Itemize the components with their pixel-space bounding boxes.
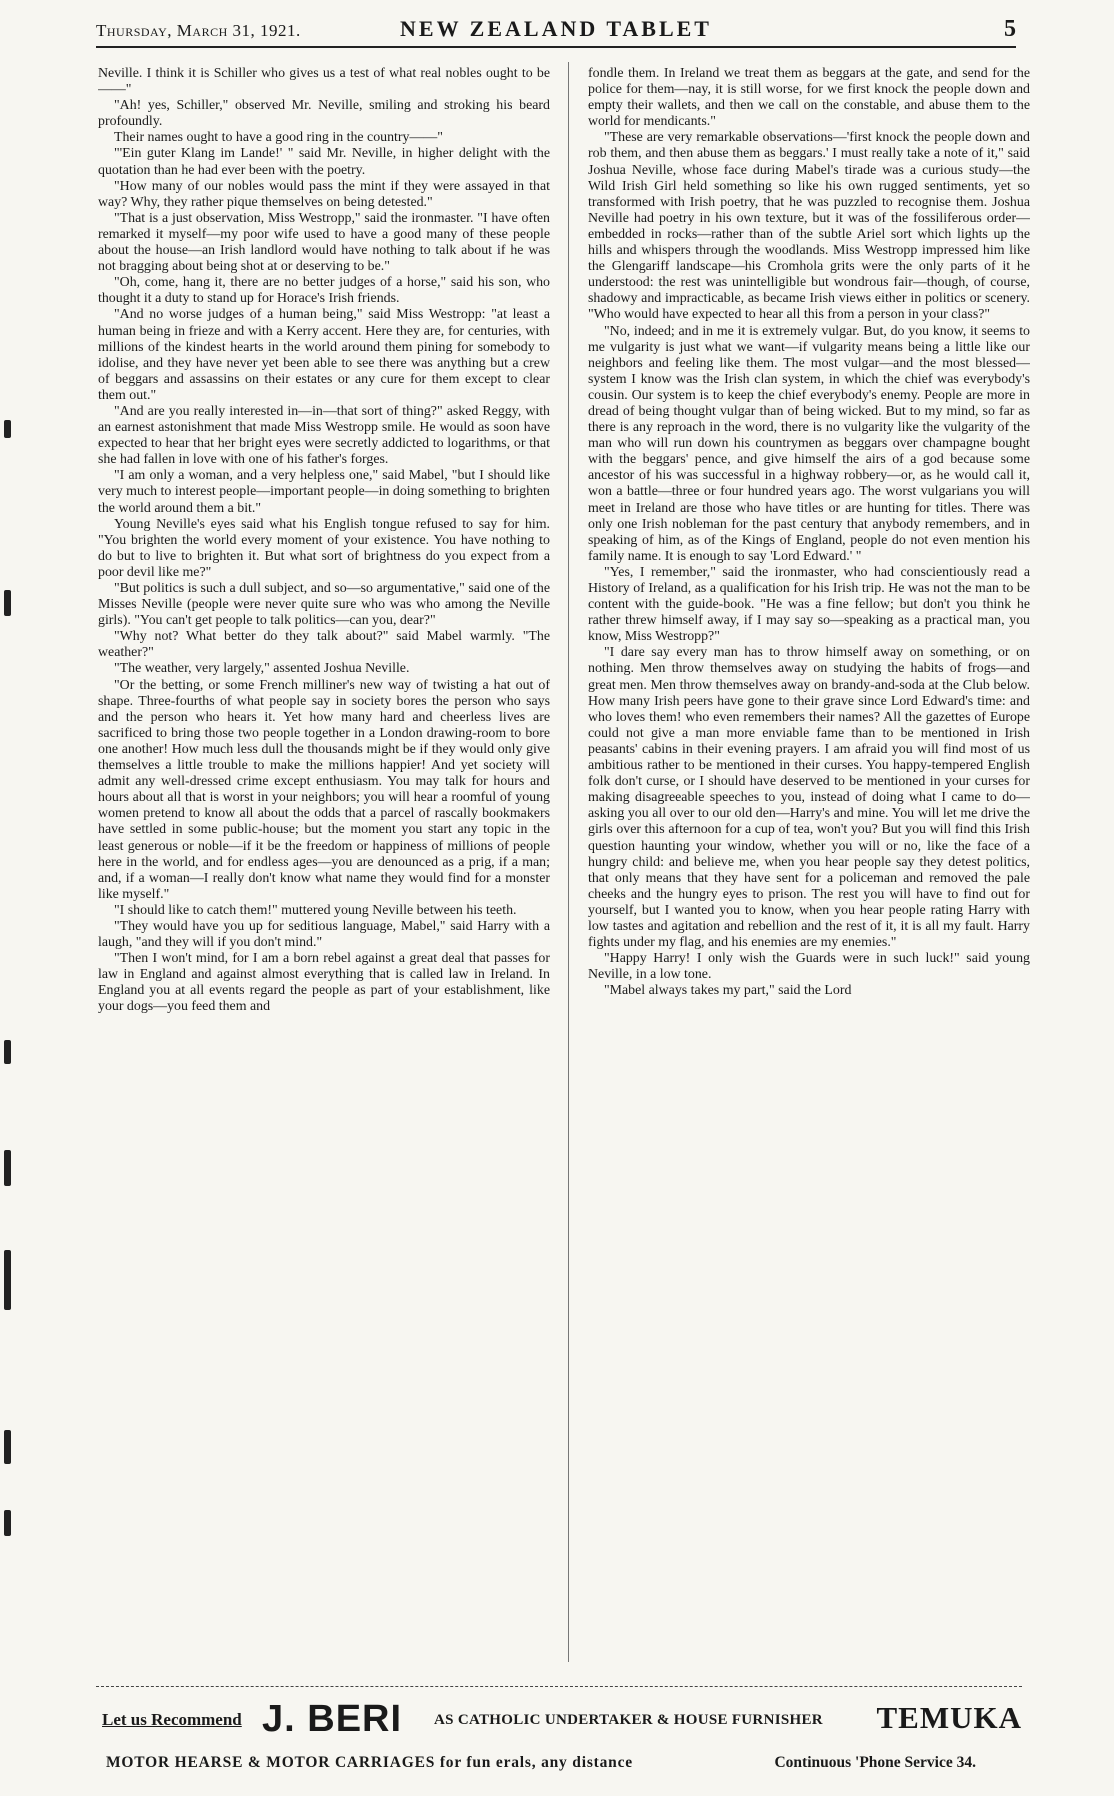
advertisement bbox=[96, 1698, 1022, 1784]
margin-mark bbox=[4, 1510, 11, 1536]
paragraph: "'Ein guter Klang im Lande!' " said Mr. Neville, in higher delight with the quotation than he had ever been with the poetry. bbox=[98, 146, 550, 178]
margin-mark bbox=[4, 1150, 11, 1186]
right-column bbox=[588, 66, 1030, 1666]
masthead-title: NEW ZEALAND TABLET bbox=[400, 16, 712, 41]
ad-business-name: J. BERI bbox=[262, 1698, 403, 1740]
column-divider bbox=[568, 62, 569, 1662]
paragraph: "And no worse judges of a human being," said Miss Westropp: "at least a human being in frieze and with a Kerry accent. Here they are, for centuries, with millions of the kindest hearts in the world around them pining for somebody to idolise, and they have never yet been able to see there was anything but a crew of beggars and assassins on their estates or any cure for them except to clear them out." bbox=[98, 307, 550, 403]
ad-phone-service: Continuous 'Phone Service 34. bbox=[774, 1754, 976, 1771]
margin-mark bbox=[4, 1040, 11, 1064]
paragraph: "Happy Harry! I only wish the Guards were in such luck!" said young Neville, in a low tone. bbox=[588, 951, 1030, 983]
paragraph: "They would have you up for seditious language, Mabel," said Harry with a laugh, "and they will if you don't mind." bbox=[98, 918, 550, 951]
paragraph: "And are you really interested in—in—that sort of thing?" asked Reggy, with an earnest astonishment that made Miss Westropp smile. He would as soon have expected to hear that her bright eyes were secretly addicted to logarithms, or that she had fallen in love with one of his father's forges. bbox=[98, 403, 550, 468]
paragraph: "No, indeed; and in me it is extremely vulgar. But, do you know, it seems to me vulgarity is just what we want—if vulgarity means being a little like our neighbors and feeling like them. The most vulgar—and the most blessed—system I know was the Irish clan system, in which the chief was everybody's cousin. Our system is to keep the chief everybody's enemy. People are more in dread of being thought vulgar than of being wicked. But to my mind, so far as there is any reproach in the word, there is no vulgarity like the vulgarity of the man who will run down his countrymen as beggars over champagne bought with the beggars' pence, and give himself the airs of a god because some ancestor of his was successful in a highway robbery—or, as he would call it, won a battle—three or four hundred years ago. The worst vulgarians you will meet in Ireland are those who have titles or are hunting for titles. There was only one Irish nobleman for the past century that anybody remembers, and in speaking of him, as of the Kings of England, people do not even mention his family name. It is enough to say 'Lord Edward.' " bbox=[588, 323, 1030, 564]
paragraph: "I dare say every man has to throw himself away on something, or on nothing. Men throw themselves away on studying the habits of frogs—and great men. Men throw themselves away on brandy-and-soda at the Club below. How many Irish peers have gone to their grave since Lord Edward's time: and who loves them! who even remembers their names? All the gazettes of Europe could not give a man more enviable fame than to be mentioned in Irish peasants' cabins in their evening prayers. I am afraid you will find most of us ambitious rather to be mentioned in their curses. You happy-tempered English folk don't curse, or I should have deserved to be mentioned in your curses for making disagreeable speeches to you, instead of doing what I came to do—asking you all over to our old den—Harry's and mine. You will let me drive the girls over this afternoon for a cup of tea, won't you? But you will find this Irish question haunting your window, whether you will or no, like the face of a hungry child: and believe me, when you hear people say they detest politics, that only means that they have sent for a policeman and removed the pale cheeks and the hungry eyes to prison. The rest you will have to find out for yourself, but I wanted you to know, when you hear people rating Harry with low tastes and agitation and rebellion and the rest of it, it is all my fault. Harry fights under my flag, and his enemies are my enemies." bbox=[588, 645, 1030, 951]
paragraph: "That is a just observation, Miss Westropp," said the ironmaster. "I have often remarked it myself—my poor wife used to have a good many of these people about the house—an Irish landlord would have nothing to talk about if he was not bragging about being shot at or deserving to be." bbox=[98, 210, 550, 275]
ad-motor-services: MOTOR HEARSE & MOTOR CARRIAGES for fun erals, any distance bbox=[106, 1754, 633, 1771]
paragraph: "Ah! yes, Schiller," observed Mr. Neville, smiling and stroking his beard profoundly. bbox=[98, 98, 550, 130]
paragraph: fondle them. In Ireland we treat them as beggars at the gate, and send for the police for them—nay, it is still worse, for we first knock the people down and empty their wallets, and then we call on the constable, and abuse them to the world for mendicants." bbox=[588, 66, 1030, 130]
ad-recommend: Let us Recommend bbox=[102, 1710, 242, 1729]
paragraph: "How many of our nobles would pass the mint if they were assayed in that way? Why, they rather pique themselves on being detested." bbox=[98, 178, 550, 210]
paragraph: "Mabel always takes my part," said the Lord bbox=[604, 983, 852, 999]
page-header bbox=[96, 16, 1016, 48]
paragraph: "I should like to catch them!" muttered young Neville between his teeth. bbox=[114, 902, 517, 918]
paragraph: "Oh, come, hang it, there are no better judges of a horse," said his son, who thought it a duty to stand up for Horace's Irish friends. bbox=[98, 275, 550, 307]
paragraph: Neville. I think it is Schiller who gives us a test of what real nobles ought to be——" bbox=[98, 66, 550, 98]
margin-mark bbox=[4, 420, 11, 438]
paragraph: "The weather, very largely," assented Joshua Neville. bbox=[114, 661, 410, 677]
paragraph: "These are very remarkable observations—'first knock the people down and rob them, and then abuse them as beggars.' I must really take a note of it," said Joshua Neville, whose face during Mabel's tirade was a curious study—the Wild Irish Girl held something so like his own rugged sentiments, yet so transformed with Irish poetry, that he was puzzled to recognise them. Joshua Neville had poetry in his own texture, but it was of the fossiliferous order—embedded in rocks—rather than of the subtle Ariel sort which lights up the hills and whispers through the woodlands. Miss Westropp impressed him like the Glengariff landscape—his Cromhola grits were the only parts of it he understood: the rest was unintelligible but wondrous fair—though, of course, shadowy and impracticable, as became Irish views either in politics or scenery. "Who would have expected to hear all this from a person in your class?" bbox=[588, 130, 1030, 323]
paragraph: "But politics is such a dull subject, and so—so argumentative," said one of the Misses Neville (people were never quite sure who was who among the Neville girls). "You can't get people to talk politics—can you, dear?" bbox=[98, 581, 550, 629]
paragraph: Young Neville's eyes said what his English tongue refused to say for him. "You brighten the world every moment of your existence. You have nothing to do but to live to brighten it. But what sort of brightness do you expect from a poor devil like me?" bbox=[98, 516, 550, 580]
footer-rule bbox=[96, 1686, 1022, 1687]
paragraph: "Or the betting, or some French milliner's new way of twisting a hat out of shape. Three-fourths of what people say in society bores the person who says and the person who hears it. Yet how many hard and cheerless lives are sacrificed to bring those two people together in a London drawing-room to bore one another! How much less dull the thousands might be if they would only give themselves a little trouble to make the millions happier! And yet society will admit any well-dressed crime except enthusiasm. You may talk for hours and hours about all that is worst in your neighbors; you will hear a roomful of young women pretend to know all about the odds that a parcel of rascally bookmakers have settled in some public-house; but the moment you start any topic in the least generous or noble—if it be the freedom or happiness of millions of people here in the world, and for endless ages—you are denounced as a prig, if a man; and, if a woman—I really don't know what name they would find for a monster like myself." bbox=[98, 677, 550, 902]
paragraph: "Why not? What better do they talk about?" said Mabel warmly. "The weather?" bbox=[98, 629, 550, 661]
paragraph: "I am only a woman, and a very helpless one," said Mabel, "but I should like very much to interest people—important people—in doing something to brighten the world around them a bit." bbox=[98, 468, 550, 516]
paragraph: "Then I won't mind, for I am a born rebel against a great deal that passes for law in England and against almost everything that is called law in Ireland. In England you at all events regard the people as part of your establishment, like your dogs—you feed them and bbox=[98, 951, 550, 1015]
margin-mark bbox=[4, 1430, 11, 1464]
page-number: 5 bbox=[1004, 16, 1016, 42]
paragraph: Their names ought to have a good ring in the country——" bbox=[114, 130, 443, 146]
issue-date: Thursday, March 31, 1921. bbox=[96, 21, 301, 40]
left-column bbox=[98, 66, 550, 1666]
margin-mark bbox=[4, 1250, 11, 1310]
ad-description: AS CATHOLIC UNDERTAKER & HOUSE FURNISHER bbox=[434, 1712, 823, 1728]
ad-town: TEMUKA bbox=[876, 1700, 1022, 1735]
paragraph: "Yes, I remember," said the ironmaster, who had conscientiously read a History of Ireland, as a qualification for his Irish trip. He was not the man to be content with the guide-book. "He was a fine fellow; but don't you think he rather threw himself away, if I may say so—speaking as a practical man, you know, Miss Westropp?" bbox=[588, 564, 1030, 645]
margin-mark bbox=[4, 590, 11, 616]
